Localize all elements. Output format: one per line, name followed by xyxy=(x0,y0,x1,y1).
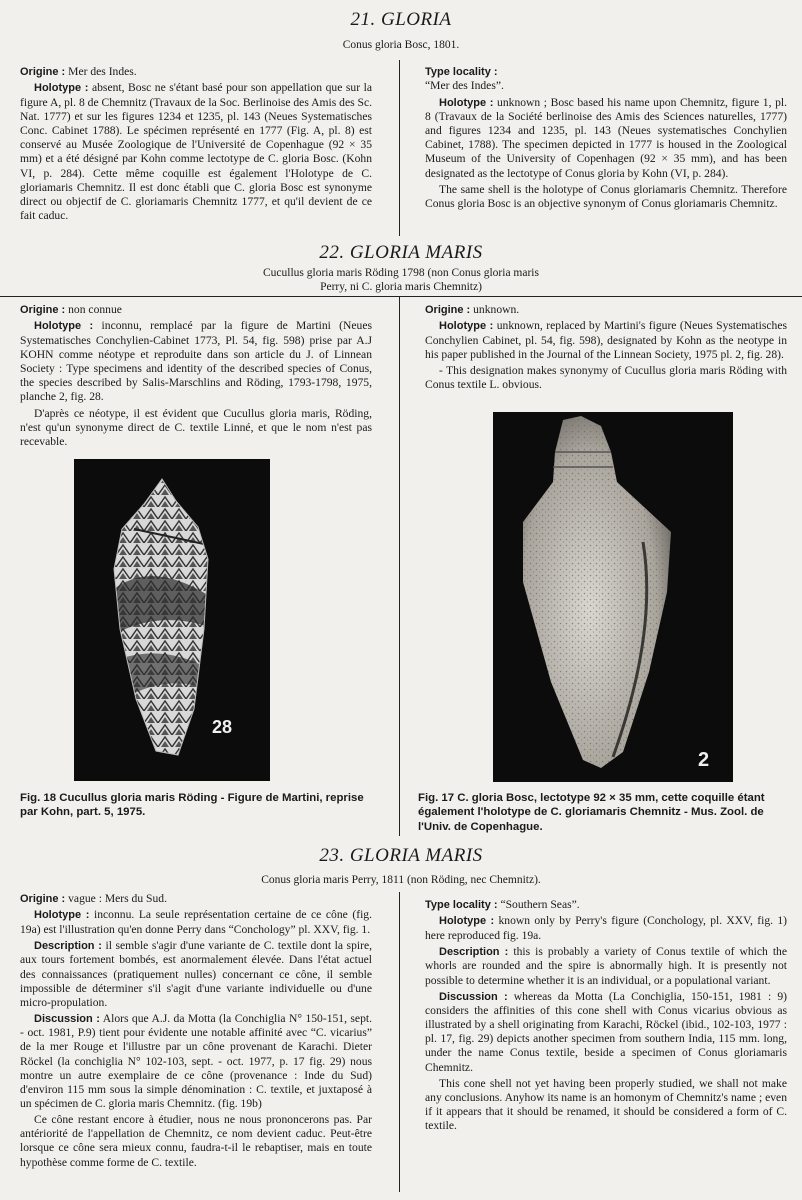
section-22-subtitle-line2: Perry, ni C. gloria maris Chemnitz) xyxy=(320,281,482,293)
holotype-text: known only by Perry's figure (Conchology, pl. XXV, fig. 1) here reproduced fig. 19a. xyxy=(425,914,787,942)
discussion-label: Discussion : xyxy=(439,990,508,1003)
origine-label: Origine : xyxy=(20,66,66,78)
figure-18-photo xyxy=(74,459,270,781)
paragraph: D'après ce néotype, il est évident que Cucullus gloria maris, Röding, n'est qu'un synonyme direct de C. textile Linné, et que le nom n'est pas recevable. xyxy=(20,406,372,448)
section-22-english-text xyxy=(425,303,787,394)
origine-text: unknown. xyxy=(470,303,520,316)
section-23-subtitle: Conus gloria maris Perry, 1811 (non Röding, nec Chemnitz). xyxy=(261,874,541,886)
section-23-title: 23. GLORIA MARIS xyxy=(319,845,483,866)
holotype-label: Holotype : xyxy=(439,96,494,109)
section-21-subtitle: Conus gloria Bosc, 1801. xyxy=(342,39,460,51)
type-locality-label: Type locality : xyxy=(425,899,498,911)
figure-17-photo xyxy=(493,412,733,782)
section-23-english-text xyxy=(425,898,787,1135)
figure-number: 2 xyxy=(698,749,710,771)
type-locality-label: Type locality : xyxy=(425,66,498,78)
section-21-french-text xyxy=(20,65,372,225)
description-label: Description : xyxy=(439,945,509,958)
column-divider xyxy=(399,892,400,1192)
paragraph: The same shell is the holotype of Conus gloriamaris Chemnitz. Therefore Conus gloria Bosc is an objective synonym of Conus gloriamaris Chemnitz. xyxy=(425,182,787,210)
column-divider xyxy=(399,60,400,236)
section-22-french-text xyxy=(20,303,372,451)
figure-18-caption: Fig. 18 Cucullus gloria maris Röding - Figure de Martini, reprise par Kohn, part. 5, 1975. xyxy=(20,792,364,819)
origine-label: Origine : xyxy=(20,304,66,316)
origine-text: non connue xyxy=(65,303,122,316)
section-21-english-text xyxy=(425,65,787,213)
origine-text: Mer des Indes. xyxy=(65,65,137,78)
type-locality-text: “Mer des Indes”. xyxy=(425,79,504,93)
discussion-text: Alors que A.J. da Motta (la Conchiglia N° 150-151, sept. - oct. 1981, P.9) tient pour évidente une notable affinité avec “C. vicarius” de la mer Rouge et l'illustre par un cône provenant de Karachi. Dieter Röckel (la conchiglia N° 102-103, sept. - oct. 1977, p. 17 fig. 29) nous montre un autre exemplaire de ce cône (provenance : Inde du Sud) d'environ 115 mm sous la simple dénomination : C. textile, et juxtaposé à un spécimen de C. gloria maris Chemnitz. (fig. 19b) xyxy=(20,1011,372,1111)
discussion-text: whereas da Motta (La Conchiglia, 150-151, 1981 : 9) considers the affinities of this cone shell with Conus vicarius obvious as illustrated by a shell originating from Karachi, Röckel (ibid., 102-103, 1977 : pl. 17, fig. 29) depicts another specimen from southern India, 115 mm. long, under the name Conus textile, beside a specimen of Conus gloriamaris Chemnitz. xyxy=(425,989,788,1074)
holotype-label: Holotype : xyxy=(34,909,90,922)
gloria-cone-shell-image xyxy=(493,412,733,782)
holotype-text: inconnu. La seule représentation certaine de ce cône (fig. 19a) est l'illustration qu'en donne Perry dans “Conchology” pl. XXV, fig. 1. xyxy=(20,908,372,936)
section-21-title: 21. GLORIA xyxy=(350,9,452,30)
origine-label: Origine : xyxy=(425,304,471,316)
holotype-label: Holotype : xyxy=(439,915,495,928)
description-text: this is probably a variety of Conus textile of which the whorls are rounded and the spire is abnormally high. It is presently not possible to determine whether it is an individual, or a populational variant. xyxy=(425,944,787,987)
paragraph: - This designation makes synonymy of Cucullus gloria maris Röding with Conus textile L. obvious. xyxy=(425,364,787,392)
textile-cone-shell-image xyxy=(74,459,270,781)
section-22-title: 22. GLORIA MARIS xyxy=(319,242,483,263)
origine-label: Origine : xyxy=(20,893,66,905)
type-locality-text: “Southern Seas”. xyxy=(497,898,580,911)
paragraph: Ce cône restant encore à étudier, nous ne nous prononcerons pas. Par antériorité de l'appellation de Chemnitz, ce nom devient caduc. Peut-être lorsque ce cône sera mieux connu, faudra-t-il le rebaptiser, mais en toute hypothèse comme forme de C. textile. xyxy=(20,1113,372,1169)
origine-text: vague : Mers du Sud. xyxy=(65,892,167,905)
holotype-text: inconnu, remplacé par la figure de Martini (Neues Systematisches Conchylien-Cabinet 1773, Pl. 54, fig. 598) prise par A.J KOHN comme néotype et reproduite dans son article du J. of Linnean Society : Type specimens and identity of the described species of Conus, the species described by Salis-Marschlins and Röding, 1793-1798, 1975, planche 2, fig. 28. xyxy=(20,319,372,404)
description-text: il semble s'agir d'une variante de C. textile dont la spire, aux tours fortement bombés, est anormalement élevée. Dans l'état actuel des connaissances (pratiquement nulles) concernant ce cône, il semble impossible de déterminer s'il s'agit d'une variante individuelle ou d'une micro-propulation. xyxy=(20,938,372,1009)
holotype-label: Holotype : xyxy=(439,320,494,333)
discussion-label: Discussion : xyxy=(34,1012,100,1025)
section-22-subtitle-line1: Cucullus gloria maris Röding 1798 (non Conus gloria maris xyxy=(263,267,539,279)
holotype-text: unknown, replaced by Martini's figure (Neues Systematisches Conchylien Cabinet, pl. 54, fig. 598), designated by Kohn as the neotype in his paper published in the Journal of the Linnean Society, 1975 pl. 2, fig. 28). xyxy=(425,319,787,361)
section-divider xyxy=(0,296,802,297)
figure-number: 28 xyxy=(212,717,233,737)
holotype-text: absent, Bosc ne s'étant basé pour son appellation que sur la figure A, pl. 8 de Chemnitz (Travaux de la Soc. Berlinoise des Amis des Sc. Nat. 1777) et sur les figures 1234 et 1235, pl. 143 (Neues Systematisches Conc. Cabinet 1788). Le spécimen représenté en 1777 (Fig. A, pl. 8) est conservé au Musée Zoologique de l'Université de Copenhague (92 × 35 mm) et a été désigné par Kohn comme lectotype de C. gloria Bosc. (Kohn VI, p. 284). Cette même coquille est également l'Holotype de C. gloriamaris Chemnitz. Il est donc établi que C. gloria Bosc est synonyme direct ou objectif de C. gloriamaris Chemnitz 1777, et qu'il devient de ce fait caduc. xyxy=(20,81,373,222)
figure-17-caption: Fig. 17 C. gloria Bosc, lectotype 92 × 35 mm, cette coquille étant également l'holotype de C. gloriamaris Chemnitz - Mus. Zool. de l'Univ. de Copenhague. xyxy=(418,792,765,833)
description-label: Description : xyxy=(34,939,102,952)
paragraph: This cone shell not yet having been properly studied, we shall not make any conclusions. Anyhow its name is an homonym of Chemnitz's name ; even if it appears that it should be renamed, it should be considered a form of C. textile. xyxy=(425,1076,787,1133)
holotype-label: Holotype : xyxy=(34,320,94,333)
column-divider xyxy=(399,296,400,836)
section-23-french-text xyxy=(20,892,372,1172)
holotype-text: unknown ; Bosc based his name upon Chemnitz, figure 1, pl. 8 (Travaux de la Société berlinoise des Amis des Sciences naturelles, 1777) and figures 1234 and 1235, pl. 143 (Neues systematisches Conchylien Cabinet, 1788). The specimen depicted in 1777 is housed in the Zoological Museum of the University of Copenhagen (92 × 35 mm), and has been designated as the lectotype of Conus gloria by Kohn (VI, p. 284). xyxy=(425,95,787,180)
holotype-label: Holotype : xyxy=(34,82,89,95)
